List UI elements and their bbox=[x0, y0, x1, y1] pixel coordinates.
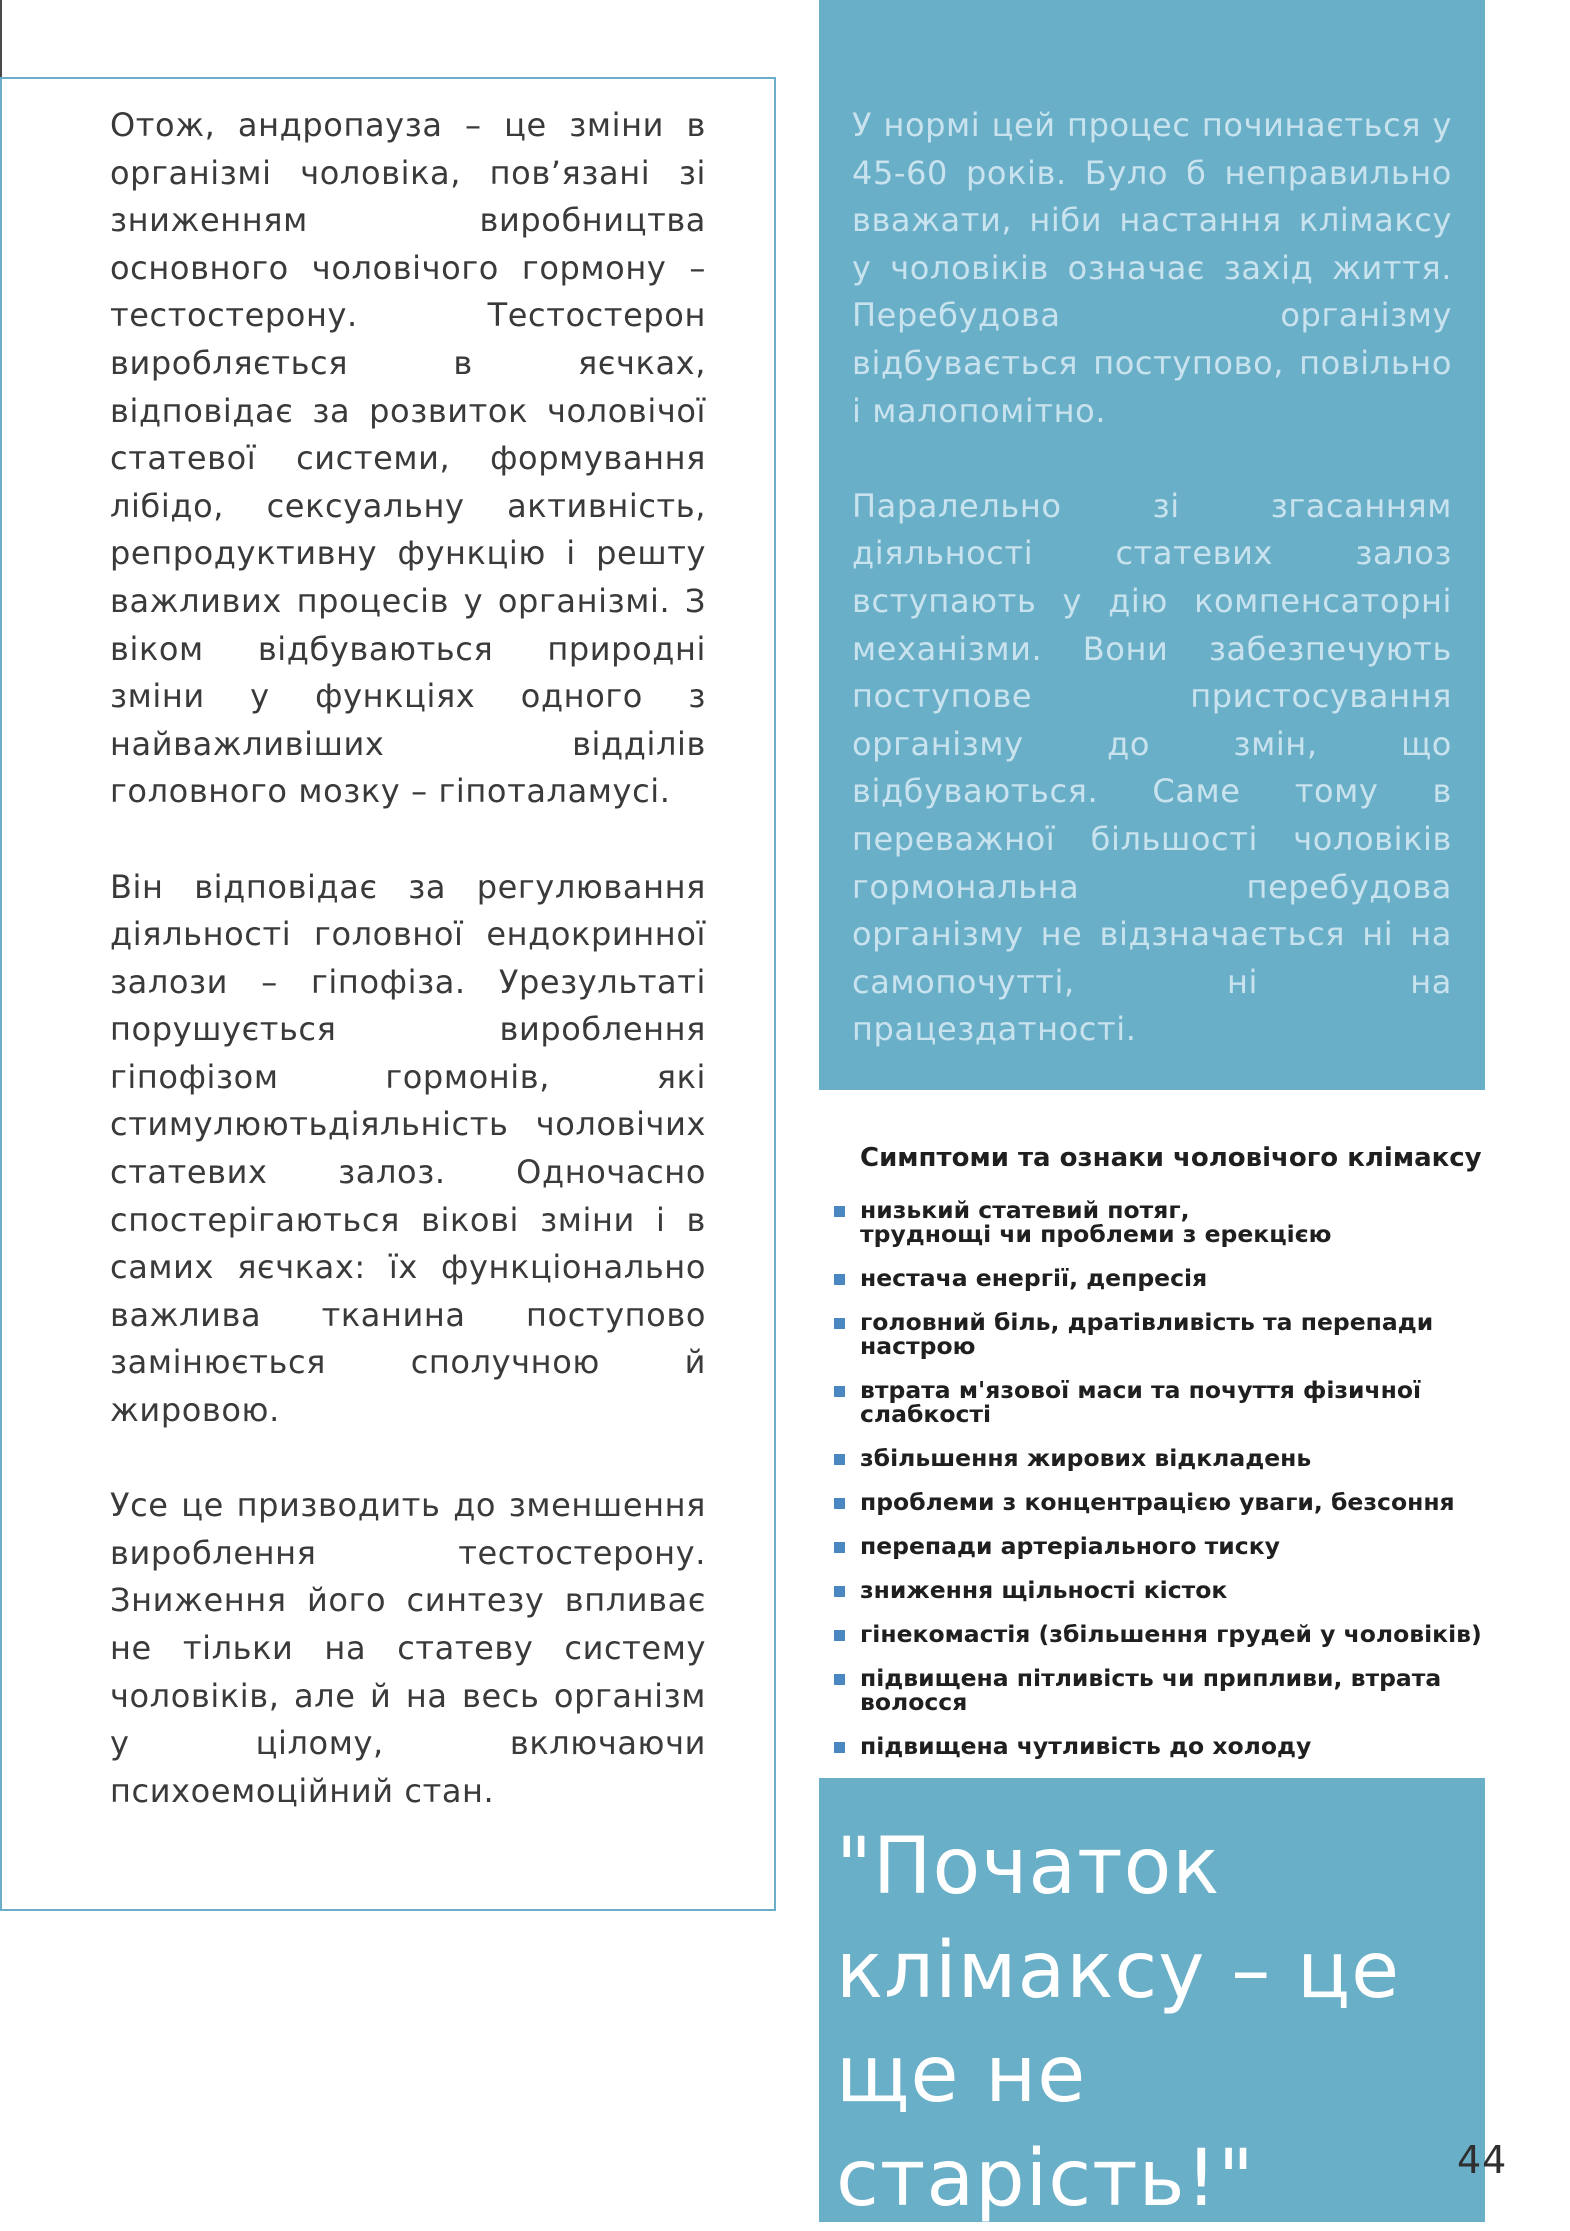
symptom-text: підвищена чутливість до холоду bbox=[860, 1732, 1312, 1760]
page-number: 44 bbox=[1457, 2138, 1508, 2182]
symptom-text: нестача енергії, депресія bbox=[860, 1264, 1208, 1292]
left-paragraph-1: Отож, андропауза – це зміни в організмі чоловіка, пов’язані зі зниженням виробництва основного чоловічого гормону – тестостерону. Тестостерон виробляється в яєчках, відповідає за розвиток чоловічої статевої системи, формування лібідо, сексуальну активність, репродуктивну функцію і решту важливих процесів у організмі. З віком відбуваються природні зміни у функціях одного з найважливіших відділів головного мозку – гіпоталамусі. bbox=[110, 106, 706, 811]
symptom-text: зниження щільності кісток bbox=[860, 1576, 1228, 1604]
symptom-text: втрата м'язової маси та почуття фізичної слабкості bbox=[860, 1376, 1422, 1428]
right-paragraph-1: У нормі цей процес починається у 45-60 років. Було б неправильно вважати, ніби настання клімаксу у чоловіків означає захід життя. Перебудова організму відбувається поступово, повільно і малопомітно. bbox=[852, 106, 1452, 430]
square-bullet-icon bbox=[834, 1386, 845, 1397]
square-bullet-icon bbox=[834, 1206, 845, 1217]
symptom-item bbox=[834, 1490, 1534, 1514]
symptom-item bbox=[834, 1734, 1534, 1758]
square-bullet-icon bbox=[834, 1586, 845, 1597]
right-column-text bbox=[852, 102, 1452, 1054]
square-bullet-icon bbox=[834, 1318, 845, 1329]
symptom-item bbox=[834, 1578, 1534, 1602]
symptom-item bbox=[834, 1446, 1534, 1470]
left-paragraph-2: Він відповідає за регулювання діяльності головної ендокринної залози – гіпофіза. Урезультаті порушується вироблення гіпофізом гормонів, які стимулюютьдіяльність чоловічих статевих залоз. Одночасно спостерігаються вікові зміни і в самих яєчках: їх функціонально важлива тканина поступово замінюється сполучною й жировою. bbox=[110, 867, 706, 1430]
symptom-item bbox=[834, 1310, 1534, 1358]
square-bullet-icon bbox=[834, 1274, 845, 1285]
left-paragraph-3: Усе це призводить до зменшення вироблення тестостерону. Зниження його синтезу впливає не тільки на статеву систему чоловіків, але й на весь організм у цілому, включаючи психоемоційний стан. bbox=[110, 1486, 706, 1810]
symptom-text: низький статевий потяг, труднощі чи проблеми з ерекцією bbox=[860, 1196, 1332, 1248]
square-bullet-icon bbox=[834, 1674, 845, 1685]
symptom-item bbox=[834, 1622, 1534, 1646]
symptoms-list bbox=[834, 1198, 1534, 1822]
square-bullet-icon bbox=[834, 1498, 845, 1509]
symptom-text: головний біль, дратівливість та перепади настрою bbox=[860, 1308, 1434, 1360]
left-column-text bbox=[110, 102, 706, 1815]
symptom-text: збільшення жирових відкладень bbox=[860, 1444, 1312, 1472]
symptom-text: підвищена пітливість чи припливи, втрата волосся bbox=[860, 1664, 1442, 1716]
symptom-text: перепади артеріального тиску bbox=[860, 1532, 1280, 1560]
symptom-text: проблеми з концентрацією уваги, безсоння bbox=[860, 1488, 1455, 1516]
symptom-item bbox=[834, 1198, 1534, 1246]
pull-quote: "Початок клімаксу – це ще не старість!" bbox=[836, 1822, 1401, 2224]
square-bullet-icon bbox=[834, 1542, 845, 1553]
symptoms-title: Симптоми та ознаки чоловічого клімаксу bbox=[860, 1143, 1482, 1173]
square-bullet-icon bbox=[834, 1742, 845, 1753]
symptom-text: гінекомастія (збільшення грудей у чоловіків) bbox=[860, 1620, 1482, 1648]
symptom-item bbox=[834, 1534, 1534, 1558]
right-paragraph-2: Паралельно зі згасанням діяльності статевих залоз вступають у дію компенсаторні механізми. Вони забезпечують поступове пристосування організму до змін, що відбуваються. Саме тому в переважної більшості чоловіків гормональна перебудова організму не відзначається ні на самопочутті, ні на працездатності. bbox=[852, 486, 1452, 1049]
square-bullet-icon bbox=[834, 1454, 845, 1465]
square-bullet-icon bbox=[834, 1630, 845, 1641]
symptom-item bbox=[834, 1378, 1534, 1426]
symptom-item bbox=[834, 1666, 1534, 1714]
symptom-item bbox=[834, 1266, 1534, 1290]
